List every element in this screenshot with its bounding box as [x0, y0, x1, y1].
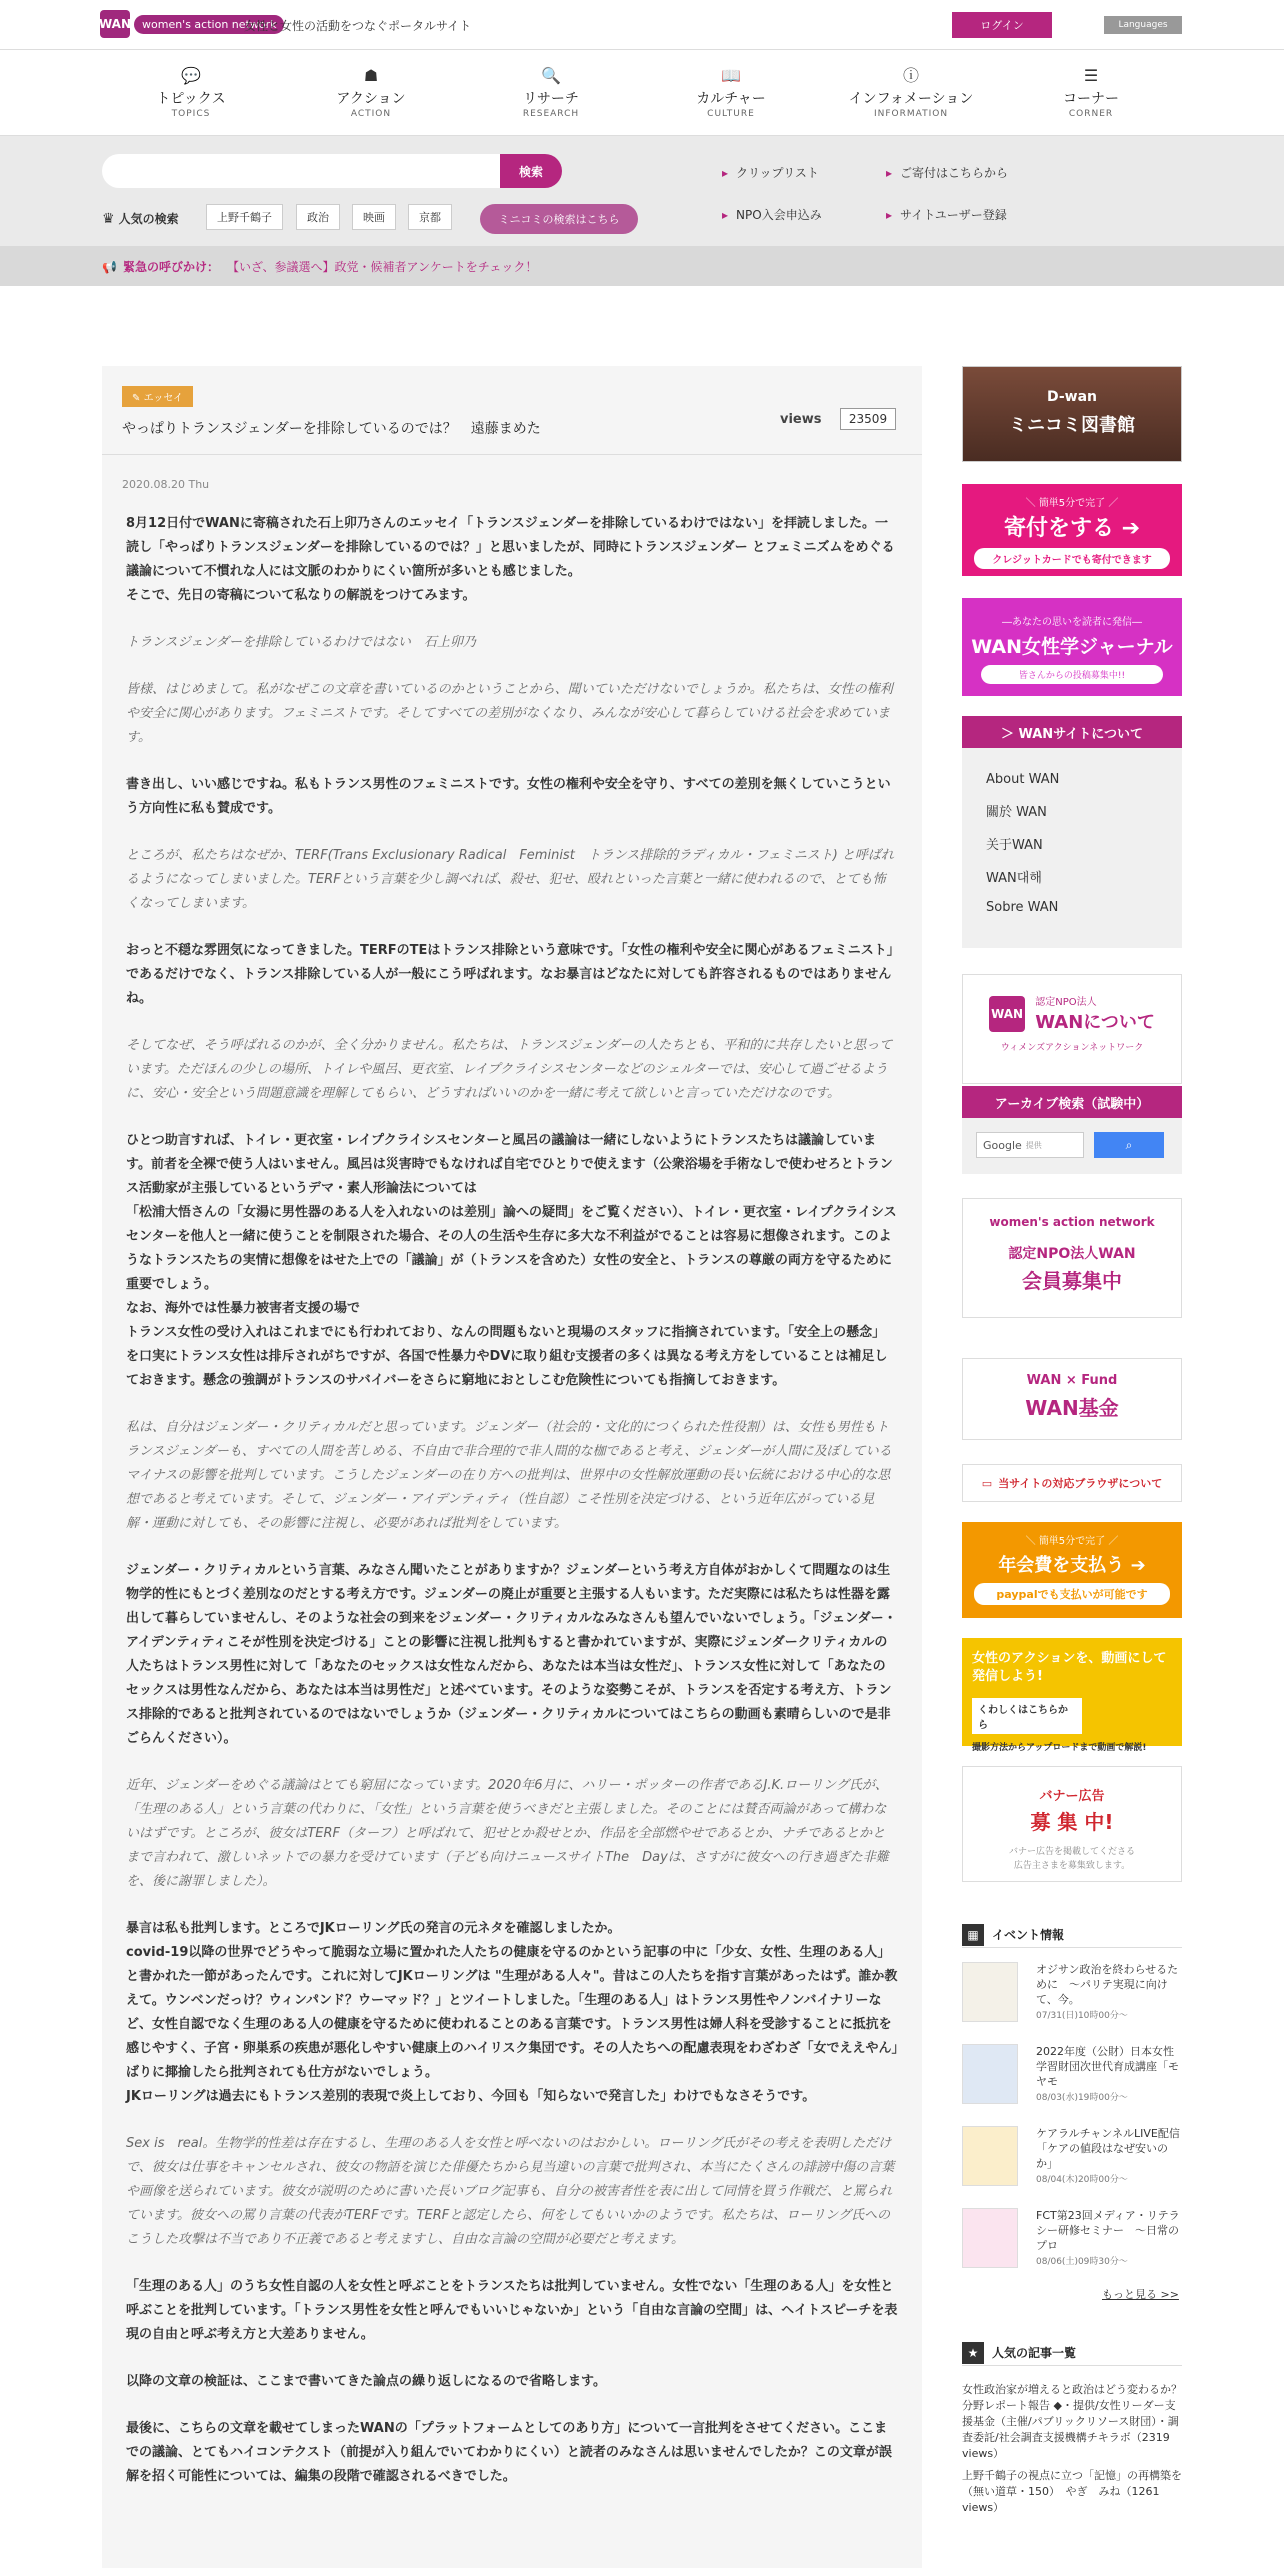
article-paragraph: 8月12日付でWANに寄稿された石上卯乃さんのエッセイ「トランスジェンダーを排除しているわけではない」を拝読しました。一読し「やっぱりトランスジェンダーを排除しているのでは？」と思いましたが、同時にトランスジェンダー とフェミニズムをめぐる議論について不慣れな人には文脈のわかりにくい箇所が多いとも感じました。 そこで、先日の寄稿について私なりの解説をつけてみます。 — [126, 516, 895, 603]
event-thumbnail — [962, 2044, 1018, 2104]
search-button[interactable]: 検索 — [500, 154, 562, 188]
archive-search-header: アーカイブ検索（試験中） — [962, 1086, 1182, 1118]
nav-action[interactable] — [306, 66, 436, 119]
npo-sub: ウィメンズアクションネットワーク — [1000, 1043, 1144, 1053]
fund-label: WAN × Fund — [1026, 1373, 1118, 1388]
events-header — [962, 1922, 1182, 1948]
nav-sub: CULTURE — [707, 109, 755, 119]
quoted-paragraph: Sex is real。生物学的性差は存在するし、生理のある人を女性と呼べないのはおかしい。ローリング氏がその考えを表明しただけで、彼女は仕事をキャンセルされ、彼女の物語を演じた俳優たちから見当違いの言葉で批判され、本当にたくさんの誹謗中傷の言葉や画像を送られています。彼女が説明のために書いた長いブログ記事も、自分の被害者性を表に出して同情を買う作戦だ、と罵られています。彼女への罵り言葉の代表がTERFです。TERFと認定したら、何をしてもいいかのようです。私たちは、ローリング氏へのこうした攻撃は不当であり不正義であると考えますし、自由な言論の空間が必要だと考えます。 — [126, 2136, 895, 2247]
events-title: イベント情報 — [992, 1928, 1065, 1942]
about-link[interactable]: 關於 WAN — [986, 805, 1047, 820]
quoted-paragraph: 皆様、はじめまして。私がなぜこの文章を書いているのかということから、聞いていただけないでしょうか。私たちは、女性の権利や安全に関心があります。フェミニストです。そしてすべての差別がなくなり、みんなが安心して暮らしていける社会を求めています。 — [126, 682, 893, 745]
event-date: 07/31(日)10時00分～ — [1036, 2011, 1128, 2021]
crown-icon: ♛ — [102, 210, 115, 227]
member-label: 認定NPO法人WAN — [1008, 1246, 1136, 1262]
quoted-paragraph: トランスジェンダーを排除しているわけではない 石上卯乃 — [126, 635, 476, 650]
languages-button[interactable]: Languages — [1104, 16, 1182, 34]
npo-label: 認定NPO法人 — [1035, 997, 1097, 1008]
emergency-bar — [0, 246, 1284, 286]
user-register-link[interactable]: ▸ サイトユーザー登録 — [886, 206, 1007, 223]
event-date: 08/06(土)09時30分～ — [1036, 2257, 1128, 2267]
journal-note: ―あなたの思いを読者に発信― — [1002, 617, 1142, 628]
donate-link[interactable]: ▸ ご寄付はこちらから — [886, 164, 1008, 181]
ad-label: バナー広告 — [1039, 1789, 1105, 1804]
event-item[interactable] — [962, 1958, 1182, 2034]
site-tagline: 女性と女性の活動をつなぐポータルサイト — [244, 19, 472, 33]
nav-information[interactable] — [846, 66, 976, 119]
popular-tag[interactable]: 上野千鶴子 — [206, 204, 283, 230]
nav-corner[interactable] — [1026, 66, 1156, 119]
nav-label: インフォメーション — [848, 91, 974, 107]
popular-tag[interactable]: 映画 — [352, 204, 396, 230]
nav-topics[interactable] — [126, 66, 256, 119]
views-count: 23509 — [840, 408, 896, 430]
corner-icon: ☰ — [1083, 66, 1099, 85]
popular-title: 人気の記事一覧 — [992, 2346, 1077, 2360]
about-wan-list — [962, 748, 1182, 948]
minikomi-search-button[interactable]: ミニコミの検索はこちら — [480, 204, 638, 234]
search-area — [0, 136, 1284, 246]
ad-title: 募 集 中! — [1030, 1810, 1114, 1834]
event-thumbnail — [962, 1962, 1018, 2022]
event-item[interactable] — [962, 2204, 1182, 2280]
ad-banner[interactable] — [962, 1766, 1182, 1882]
fund-title: WAN基金 — [1025, 1396, 1119, 1420]
member-banner[interactable] — [962, 1198, 1182, 1318]
npo-banner[interactable] — [962, 974, 1182, 1084]
npo-join-link[interactable]: ▸ NPO入会申込み — [722, 206, 822, 223]
fee-sub: paypalでも支払いが可能です — [974, 1583, 1170, 1605]
quoted-paragraph: そしてなぜ、そう呼ばれるのかが、全く分かりません。私たちは、トランスジェンダーの人たちとも、平和的に共存したいと思っています。ただほんの少しの場所、トイレや風呂、更衣室、レイプクライシスセンターなどのシェルターでは、安心して過ごせるように、安心・安全という問題意識を理解してもらい、どうすればいいのかを一緒に考えて欲しいと言っていただけなのです。 — [126, 1038, 893, 1101]
member-brand: women's action network — [989, 1215, 1155, 1229]
logo-text: women's action network — [134, 15, 284, 34]
nav-sub: CORNER — [1068, 109, 1114, 119]
popular-tag[interactable]: 政治 — [296, 204, 340, 230]
article-paragraph: 書き出し、いい感じですね。私もトランス男性のフェミニストです。女性の権利や安全を守り、すべての差別を無くしていこうという方向性に私も賛成です。 — [126, 777, 891, 816]
fund-banner[interactable] — [962, 1358, 1182, 1440]
quoted-paragraph: 近年、ジェンダーをめぐる議論はとても窮屈になっています。2020年6月に、ハリー・ポッターの作者であるJ.K.ローリング氏が、「生理のある人」という言葉の代わりに、「女性」という言葉を使うべきだと主張しました。そのことには賛否両論があって構わないはずです。ところが、彼女はTERF（ターフ）と呼ばれて、犯せとか殺せとか、作品を全部燃やせであるとか、ナチであるとかとまで言われて、激しいネットでの暴力を受けています（子ども向けニュースサイトThe Dayは、さすがに彼女への行き過ぎた非難を、後に謝罪しました）。 — [126, 1778, 889, 1889]
culture-icon: 📖 — [721, 66, 741, 85]
nav-sub: TOPICS — [171, 109, 211, 119]
emergency-link[interactable]: 【いざ、参議選へ】政党・候補者アンケートをチェック！ — [226, 260, 538, 274]
video-cta: くわしくはこちらから — [972, 1698, 1082, 1734]
article-title: やっぱりトランスジェンダーを排除しているのでは？ 遠藤まめた — [122, 421, 541, 437]
browser-icon: ▭ — [981, 1476, 993, 1490]
article-paragraph: ジェンダー・クリティカルという言葉、みなさん聞いたことがありますか？ジェンダーという考え方自体がおかしくて問題なのは生物学的性にもとづく差別なのだとする考え方です。ジェンダーの廃止が重要と主張する人もいます。ただ実際には私たちは性器を露出して暮らしていませんし、そのような社会の到来をジェンダー・クリティカルなみなさんも望んでいないでしょう。「ジェンダー・アイデンティティこそが性別を決定づける」ことの影響に注視し批判もすると書かれていますが、実際にジェンダークリティカルの人たちはトランス男性に対して「あなたのセックスは女性なんだから、あなたは本当は女性だ」、トランス女性に対して「あなたのセックスは男性なんだから、あなたは本当は男性だ」と述べています。そのような姿勢こそが、トランスを否定する考え方、トランス排除的であると批判されているのではないでしょうか（ジェンダー・クリティカルについてはこちらの動画も素晴らしいので是非ごらんください）。 — [126, 1563, 897, 1746]
clip-list-link[interactable]: ▸ クリップリスト — [722, 164, 819, 181]
article-container — [102, 366, 922, 2568]
star-icon: ★ — [962, 2342, 984, 2364]
event-title: オジサン政治を終わらせるために ～パリテ実現に向けて、今。 — [1036, 1963, 1179, 2006]
information-icon: ⓘ — [902, 66, 919, 85]
journal-sub: 皆さんからの投稿募集中!! — [981, 665, 1163, 684]
journal-title: WAN女性学ジャーナル — [971, 636, 1173, 658]
event-thumbnail — [962, 2126, 1018, 2186]
events-more-link[interactable]: もっと見る >> — [1102, 2288, 1179, 2301]
article-paragraph: 暴言は私も批判します。ところでJKローリング氏の発言の元ネタを確認しましたか。 covid-19以降の世界でどうやって脆弱な立場に置かれた人たちの健康を守るのかという記事の中に「少女、女性、生理のある人」と書かれた一節があったんです。これに対してJKローリングは "生理がある人々"。昔はこの人たちを指す言葉があったはず。誰か教えて。ウンベンだっけ？ウィンパンド？ウーマッド？」とツイートしました。「生理のある人」はトランス男性やノンバイナリーなど、女性自認でなく生理のある人の健康を守るために使われることのある言葉です。トランス男性は婦人科を受診することに抵抗を感じやすく、子宮・卵巣系の疾患が悪化しやすい健康上のハイリスク集団です。その人たちへの配慮表現をわざわざ「女でええやん」ばりに揶揄したら批判されても仕方がないでしょう。 JKローリングは過去にもトランス差別的表現で炎上しており、今回も「知らないで発言した」わけでもなさそうです。 — [126, 1921, 898, 2104]
nav-label: カルチャー — [696, 91, 766, 107]
popular-tag[interactable]: 京都 — [408, 204, 452, 230]
views-label: views — [780, 412, 822, 427]
dwan-title: D-wan — [1046, 389, 1098, 405]
donate-note: ＼ 簡単5分で完了 ／ — [1025, 498, 1119, 509]
nav-sub: RESEARCH — [522, 109, 580, 119]
browser-label: 当サイトの対応ブラウザについて — [998, 1477, 1163, 1490]
nav-label: コーナー — [1063, 91, 1119, 107]
emergency-label: 緊急の呼びかけ： — [122, 260, 219, 274]
article-body — [126, 512, 898, 2512]
nav-sub: INFORMATION — [873, 109, 949, 119]
megaphone-icon: 📢 — [102, 259, 117, 274]
category-badge[interactable]: ✎ エッセイ — [122, 386, 193, 407]
search-input[interactable] — [102, 154, 500, 188]
event-title: ケアラルチャンネルLIVE配信「ケアの値段はなぜ安いのか」 — [1036, 2127, 1180, 2170]
nav-sub: ACTION — [350, 109, 392, 119]
quoted-paragraph: ところが、私たちはなぜか、TERF(Trans Exclusionary Radical Feminist トランス排除的ラディカル・フェミニスト) と呼ばれるようになってしまいました。TERFという言葉を少し調べれば、殺せ、犯せ、殴れといった言葉と一緒に使われるので、とても怖くなってしまいます。 — [126, 848, 894, 911]
event-item[interactable] — [962, 2122, 1182, 2198]
popular-header — [962, 2340, 1182, 2366]
main-nav — [0, 50, 1284, 136]
event-item[interactable] — [962, 2040, 1182, 2116]
donate-sub: クレジットカードでも寄付できます — [974, 548, 1170, 569]
logo-mark: WAN — [100, 10, 130, 38]
popular-article-link[interactable]: 女性政治家が増えると政治はどう変わるか？分野レポート報告 ◆・提供/女性リーダー支援基金（主催/パブリックリソース財団）・調査委託/社会調査支援機構チキラボ（2319 views） — [962, 2383, 1182, 2460]
google-label: Google — [983, 1138, 1022, 1152]
topics-icon: 💬 — [181, 66, 201, 85]
fee-title: 年会費を支払う ➔ — [998, 1555, 1146, 1576]
video-title: 女性のアクションを、動画にして発信しよう! — [972, 1651, 1167, 1684]
calendar-icon: ▦ — [962, 1924, 984, 1946]
event-date: 08/03(水)19時00分～ — [1036, 2093, 1128, 2103]
event-title: 2022年度（公財）日本女性学習財団次世代育成講座「モヤモ — [1036, 2045, 1179, 2088]
wan-logo-icon: WAN — [989, 996, 1025, 1032]
article-date: 2020.08.20 Thu — [122, 478, 210, 491]
archive-search-button[interactable] — [1094, 1132, 1164, 1158]
member-title: 会員募集中 — [1022, 1269, 1122, 1293]
popular-search-label — [102, 210, 179, 227]
search-icon: ⌕ — [1125, 1137, 1133, 1152]
action-icon: ☗ — [363, 66, 379, 85]
video-banner[interactable] — [962, 1638, 1182, 1753]
about-link[interactable]: 关于WAN — [986, 838, 1043, 853]
category-label: エッセイ — [143, 393, 184, 404]
article-paragraph: ひとつ助言すれば、トイレ・更衣室・レイプクライシスセンターと風呂の議論は一緒にしないようにトランスたちは議論しています。前者を全裸で使う人はいません。風呂は災害時でもなければ自宅でひとりで使えます（公衆浴場を手術なしで使わせろとトランス活動家が主張しているというデマ・素人形論法については 「松浦大悟さんの「女湯に男性器のある人を入れないのは差別」論への疑問」をご覧ください）、トイレ・更衣室・レイプクライシスセンターを他人と一緒に使うことを制限された場合、その人の生活や生存に多大な不利益がでることは容易に想像されます。このようなトランスたちの実情に想像をはせた上での「議論」が（トランスを含めた）女性の安全と、トランスの尊厳の両方を守るために重要でしょう。 なお、海外では性暴力被害者支援の場で トランス女性の受け入れはこれまでにも行われており、なんの問題もないと現場のスタッフに指摘されています。「安全上の懸念」を口実にトランス女性は排斥されがちですが、各国で性暴力やDVに取り組む支援者の多くは異なる考え方をしていることは補足しておきます。懸念の強調がトランスのサバイバーをさらに窮地におとしこむ危険性についても指摘しておきます。 — [126, 1133, 897, 1388]
about-link[interactable]: WAN대해 — [986, 871, 1042, 886]
nav-research[interactable] — [486, 66, 616, 119]
top-bar — [0, 0, 1284, 50]
video-sub: 撮影方法からアップロードまで動画で解説! — [972, 1743, 1147, 1753]
article-paragraph: 最後に、こちらの文章を載せてしまったWANの「プラットフォームとしてのあり方」について一言批判をさせてください。ここまでの議論、とてもハイコンテクスト（前提が入り組んでいてわかりにくい）と読者のみなさんは思いませんでしたか？この文章が誤解を招く可能性については、編集の段階で確認されるべきでした。 — [126, 2421, 892, 2484]
about-link[interactable]: About WAN — [986, 772, 1060, 787]
nav-label: リサーチ — [523, 91, 579, 107]
donate-title: 寄付をする ➔ — [1003, 516, 1141, 541]
article-paragraph: 以降の文章の検証は、ここまで書いてきた論点の繰り返しになるので省略します。 — [126, 2374, 606, 2389]
research-icon: 🔍 — [541, 66, 561, 85]
archive-search-input[interactable] — [976, 1132, 1084, 1158]
divider — [102, 454, 922, 455]
popular-article-link[interactable]: 上野千鶴子の視点に立つ「記憶」の再構築を（無い道草・150） やぎ みね（1261 views） — [962, 2469, 1182, 2514]
about-link[interactable]: Sobre WAN — [986, 900, 1059, 915]
popular-search-text: 人気の検索 — [118, 212, 179, 226]
nav-label: トピックス — [156, 91, 226, 107]
article-paragraph: 「生理のある人」のうち女性自認の人を女性と呼ぶことをトランスたちは批判していません。女性でない「生理のある人」を女性と呼ぶことを批判しています。「トランス男性を女性と呼んでもいいじゃないか」という「自由な言論の空間」は、ヘイトスピーチを表現の自由と呼ぶ考え方と大差ありません。 — [126, 2279, 898, 2342]
about-wan-header: ＞ WANサイトについて — [962, 716, 1182, 748]
dwan-banner[interactable] — [962, 366, 1182, 462]
journal-banner[interactable] — [962, 598, 1182, 696]
event-thumbnail — [962, 2208, 1018, 2268]
fee-banner[interactable] — [962, 1522, 1182, 1618]
article-paragraph: おっと不穏な雰囲気になってきました。TERFのTEはトランス排除という意味です。「女性の権利や安全に関心があるフェミニスト」であるだけでなく、トランス排除している人が一般にこう呼ばれます。なお暴言はどなたに対しても許容されるものではありませんね。 — [126, 943, 894, 1006]
event-date: 08/04(木)20時00分～ — [1036, 2175, 1128, 2185]
nav-label: アクション — [336, 91, 406, 107]
google-sub: 提供 — [1025, 1140, 1042, 1150]
ad-sub: バナー広告を掲載してくださる 広告主さまを募集致します。 — [1008, 1847, 1135, 1871]
archive-search — [962, 1118, 1182, 1174]
browser-support-link[interactable] — [962, 1464, 1182, 1502]
event-title: FCT第23回メディア・リテラシー研修セミナー ～日常のプロ — [1036, 2209, 1180, 2252]
nav-culture[interactable] — [666, 66, 796, 119]
donate-banner[interactable] — [962, 484, 1182, 576]
dwan-subtitle: ミニコミ図書館 — [1009, 415, 1135, 436]
login-button[interactable]: ログイン — [952, 12, 1052, 38]
npo-title: WANについて — [1035, 1012, 1155, 1033]
quoted-paragraph: 私は、自分はジェンダー・クリティカルだと思っています。ジェンダー（社会的・文化的につくられた性役割）は、女性も男性もトランスジェンダーも、すべての人間を苦しめる、不自由で非合理的で非人間的な枷であると考え、ジェンダーが人間に及ぼしているマイナスの影響を批判しています。こうしたジェンダーの在り方への批判は、世界中の女性解放運動の長い伝統における中心的な思想であると考えています。そして、ジェンダー・アイデンティティ（性自認）こそ性別を決定づける、という近年広がっている見解・運動に対しても、その影響に注視し、必要があれば批判をしています。 — [126, 1420, 892, 1531]
fee-note: ＼ 簡単5分で完了 ／ — [1025, 1536, 1119, 1547]
